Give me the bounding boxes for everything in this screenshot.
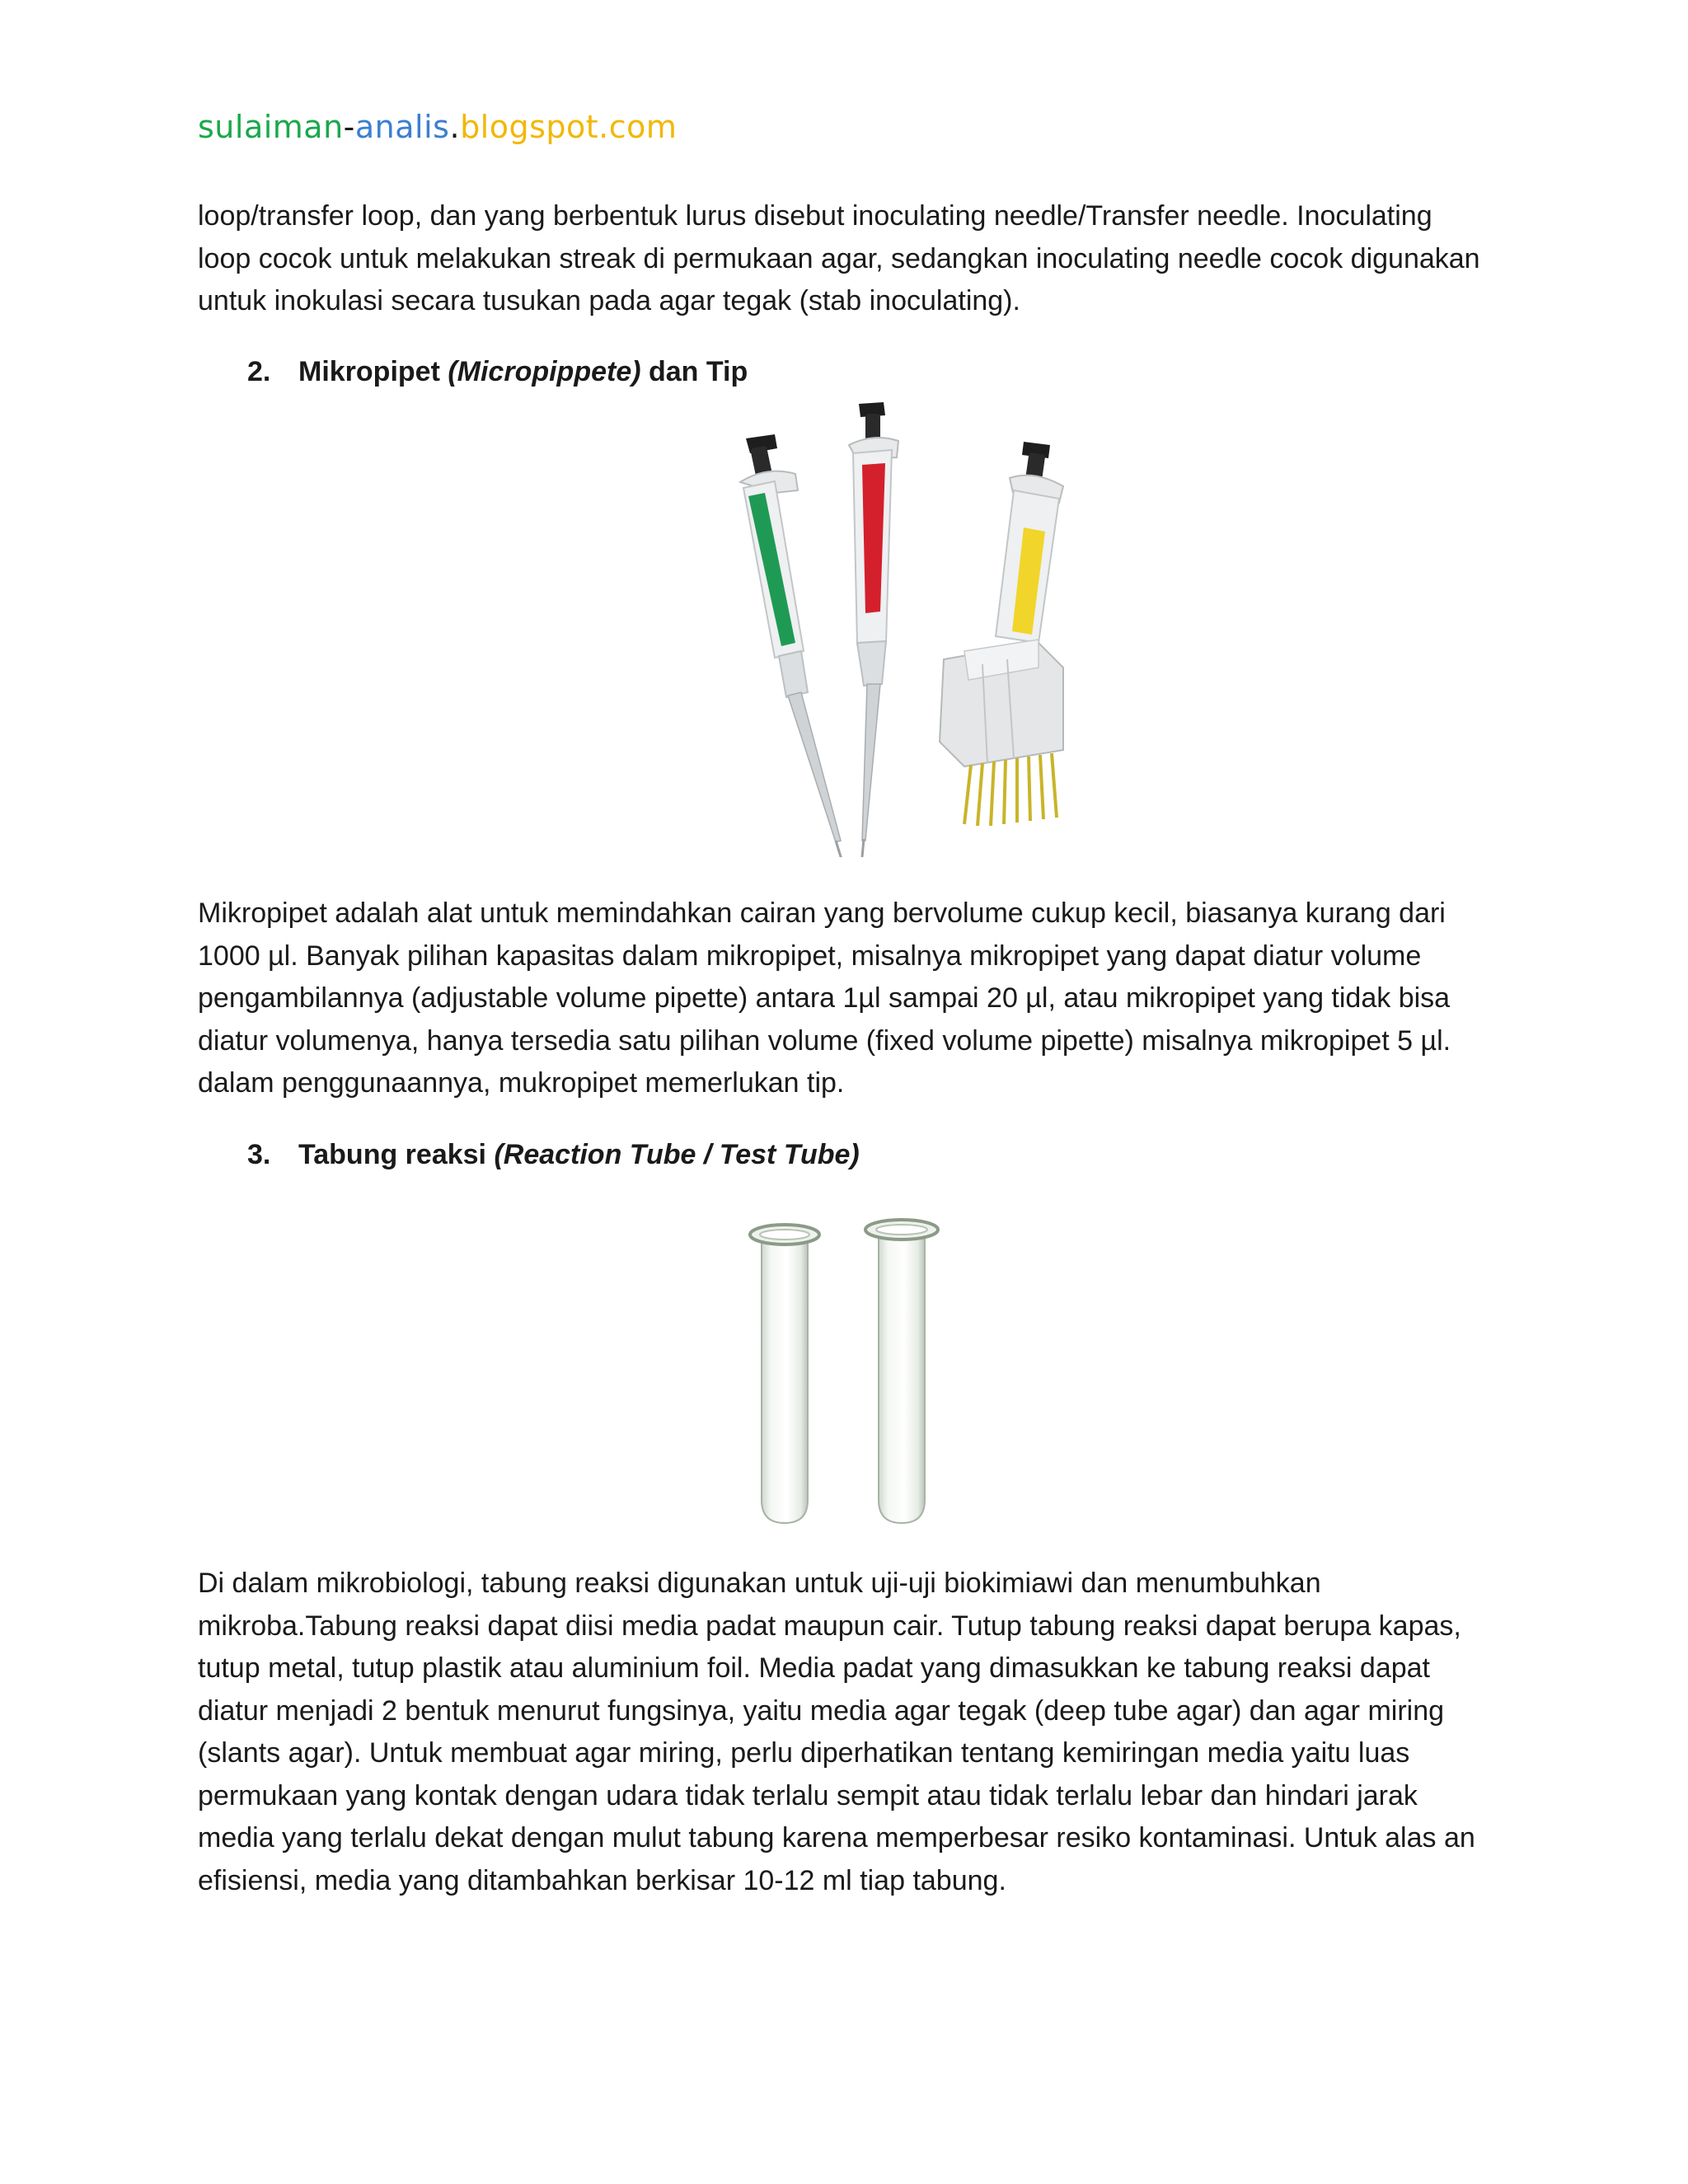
red-micropipette — [849, 402, 898, 857]
micropipette-paragraph — [198, 893, 1484, 1105]
test-tube-right — [865, 1220, 938, 1523]
paragraph-line: efisiensi, media yang ditambahkan berkisar 10-12 ml tiap tabung. — [198, 1864, 1006, 1896]
paragraph-line: untuk inokulasi secara tusukan pada agar tegak (stab inoculating). — [198, 285, 1020, 316]
paragraph-line: mikroba.Tabung reaksi dapat diisi media padat maupun cair. Tutup tabung reaksi dapat berupa kapas, — [198, 1610, 1461, 1642]
test-tube-paragraph — [198, 1563, 1484, 1902]
paragraph-line: permukaan yang kontak dengan udara tidak terlalu sempit atau tidak terlalu lebar dan hindari jarak — [198, 1779, 1418, 1811]
section-title-italic: (Micropippete) — [448, 356, 641, 387]
paragraph-line: Mikropipet adalah alat untuk memindahkan cairan yang bervolume cukup kecil, biasanya kurang dari — [198, 898, 1446, 929]
paragraph-line: diatur menjadi 2 bentuk menurut fungsinya, yaitu media agar tegak (deep tube agar) dan agar miring — [198, 1694, 1445, 1727]
paragraph-line: media yang terlalu dekat dengan mulut tabung karena memperbesar resiko kontaminasi. Untuk alas an — [198, 1822, 1475, 1854]
section-title: Mikropipet — [298, 356, 448, 387]
paragraph-line: 1000 µl. Banyak pilihan kapasitas dalam mikropipet, misalnya mikropipet yang dapat diatur volume — [198, 940, 1422, 972]
green-micropipette — [740, 434, 842, 857]
section-title-italic: (Reaction Tube / Test Tube) — [494, 1139, 860, 1170]
test-tube-left — [750, 1225, 819, 1523]
paragraph-line: diatur volumenya, hanya tersedia satu pilihan volume (fixed volume pipette) misalnya mikropipet 5 µl. — [198, 1024, 1451, 1057]
site-name-part3: blogspot.com — [460, 109, 678, 145]
section-number: 2. — [247, 356, 271, 387]
paragraph-line: tutup metal, tutup plastik atau aluminium foil. Media padat yang dimasukkan ke tabung reaksi dapat — [198, 1652, 1430, 1684]
multichannel-micropipette — [940, 442, 1063, 826]
paragraph-line: (slants agar). Untuk membuat agar miring, perlu diperhatikan tentang kemiringan media yaitu luas — [198, 1737, 1410, 1769]
site-name-dot: . — [449, 109, 461, 145]
site-name-part1: sulaiman — [198, 109, 344, 145]
micropipettes-image — [651, 396, 1096, 857]
intro-paragraph — [198, 195, 1484, 323]
site-name-part2: analis — [354, 109, 450, 145]
section-title-suffix: dan Tip — [640, 356, 748, 387]
site-header[interactable] — [198, 105, 677, 148]
section-number: 3. — [247, 1139, 271, 1170]
site-name-dash: - — [343, 109, 355, 145]
paragraph-line: Di dalam mikrobiologi, tabung reaksi digunakan untuk uji-uji biokimiawi dan menumbuhkan — [198, 1568, 1321, 1599]
paragraph-line: pengambilannya (adjustable volume pipette) antara 1µl sampai 20 µl, atau mikropipet yang tidak bisa — [198, 982, 1451, 1014]
section-2-heading — [247, 353, 748, 391]
paragraph-line: loop cocok untuk melakukan streak di permukaan agar, sedangkan inoculating needle cocok digunakan — [198, 242, 1480, 274]
section-3-heading — [247, 1136, 860, 1174]
test-tubes-image — [742, 1212, 973, 1533]
section-title: Tabung reaksi — [298, 1139, 495, 1170]
paragraph-line: dalam penggunaannya, mukropipet memerlukan tip. — [198, 1067, 845, 1099]
paragraph-line: loop/transfer loop, dan yang berbentuk lurus disebut inoculating needle/Transfer needle. Inoculating — [198, 200, 1432, 232]
